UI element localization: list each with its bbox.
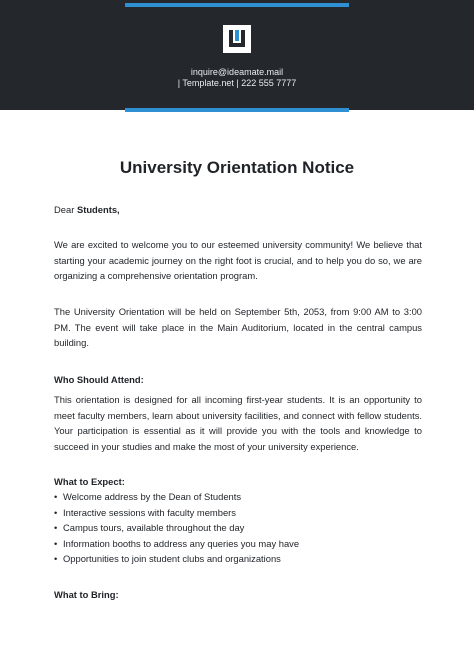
bring-heading: What to Bring:: [54, 589, 119, 600]
list-item: • Welcome address by the Dean of Students: [54, 489, 422, 505]
expect-list: [54, 489, 422, 567]
greeting-name: Students,: [76, 204, 120, 215]
header-email: inquire@ideamate.mail: [190, 67, 284, 77]
list-item: • Opportunities to join student clubs and organizations: [54, 551, 422, 567]
ideamate-logo-icon: [223, 25, 251, 53]
header-accent-bar-top: [125, 3, 349, 7]
who-heading: Who Should Attend:: [54, 374, 144, 385]
intro-paragraph: We are excited to welcome you to our esteemed university community! We believe that starting your academic journey on the right foot is crucial, and to help you do so, we are organizing a comprehensive orientation program.: [54, 239, 422, 282]
list-item: • Interactive sessions with faculty members: [54, 505, 422, 521]
header-accent-bar-bottom: [125, 108, 349, 112]
greeting-prefix: Dear: [54, 204, 77, 215]
expect-heading: What to Expect:: [54, 476, 125, 487]
who-paragraph: This orientation is designed for all incoming first-year students. It is an opportunity to meet faculty members, learn about university facilities, and connect with fellow students. Your participation is essential as it will provide you with the tools and knowledge to succeed in your studies and make the most of your university experience.: [54, 394, 422, 452]
greeting: [54, 202, 422, 218]
list-item: • Information booths to address any queries you may have: [54, 536, 422, 552]
event-paragraph: The University Orientation will be held on September 5th, 2053, from 9:00 AM to 3:00 PM. The event will take place in the Main Auditorium, located in the central campus building.: [54, 306, 422, 349]
page-title: University Orientation Notice: [119, 158, 355, 177]
header-contact-line: | Template.net | 222 555 7777: [177, 78, 297, 88]
letterhead-header: [0, 0, 474, 110]
list-item: • Campus tours, available throughout the day: [54, 520, 422, 536]
